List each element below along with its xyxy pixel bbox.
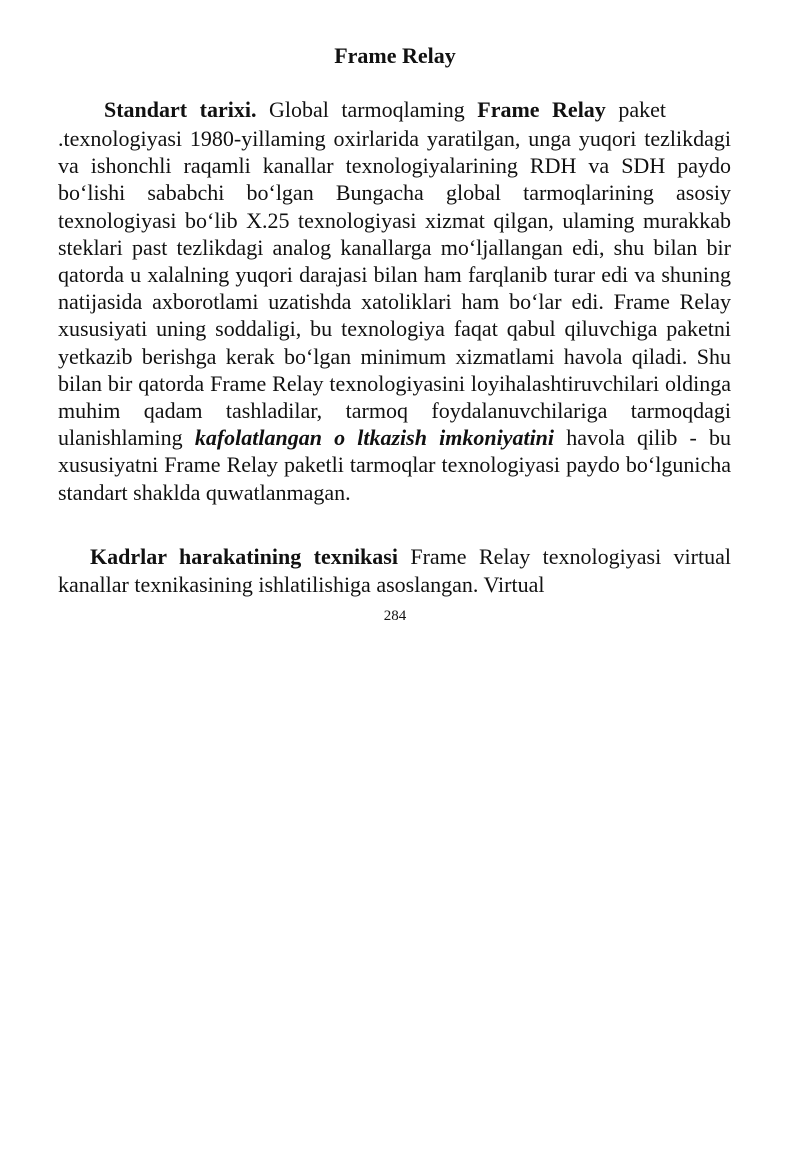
page-number: 284 bbox=[383, 608, 407, 624]
page-title: Frame Relay bbox=[334, 43, 456, 68]
emphasized-phrase: kafolatlangan o ltkazish imkoniyatini bbox=[194, 425, 555, 451]
paragraph-1-text: .texnologiyasi 1980-yillaming oxirlarida yaratilgan, unga yuqori tezlikdagi va ishonchli raqamli kanallar texnologiyalarining RDH va SDH paydo bo‘lishi sababchi bo‘lgan Bungacha global tarmoqlarining asosiy texnologiyasi bo‘lib X.25 texnologiyasi xizmat qilgan, ulaming murakkab steklari past tezlikdagi analog kanallarga mo‘ljallangan edi, shu bilan bir qatorda u xalalning yuqori darajasi bilan ham farqlanib turar edi va shuning natijasida axborotlami uzatishda xatoliklari ham bo‘lar edi. Frame Relay xususiyati uning soddaligi, bu texnologiya faqat qabul qiluvchiga paketni yetkazib berishga kerak bo‘lgan minimum xizmatlami havola qiladi. Shu bilan bir qatorda Frame Relay texnologiyasini loyihalashtiruvchilari oldinga muhim qadam tashladilar, tarmoq foydalanuvchilariga tarmoqdagi ulanishlaming bbox=[58, 126, 731, 451]
paragraph-1-body bbox=[58, 125, 731, 506]
paragraph-1-first-line bbox=[104, 95, 666, 124]
section-heading-standard-history: Standart tarixi. bbox=[104, 97, 257, 122]
paragraph-2-text: Frame Relay texnologiyasi virtual kanallar texnikasining ishlatilishiga asoslangan. Virtual bbox=[58, 544, 731, 597]
frame-relay-bold-term: Frame Relay bbox=[477, 97, 606, 122]
paragraph-2 bbox=[58, 543, 731, 599]
paragraph-1-lead-text-2: paket bbox=[605, 97, 666, 122]
paragraph-1-lead-text: Global tarmoqlaming bbox=[256, 97, 478, 122]
paragraph-1-text-end: havola qilib - bu xususiyatni Frame Relay paketli tarmoqlar texnologiyasi paydo bo‘lgunicha standart shaklda quwatlanmagan. bbox=[58, 425, 731, 505]
section-heading-frame-technique: Kadrlar harakatining texnikasi bbox=[90, 544, 398, 569]
